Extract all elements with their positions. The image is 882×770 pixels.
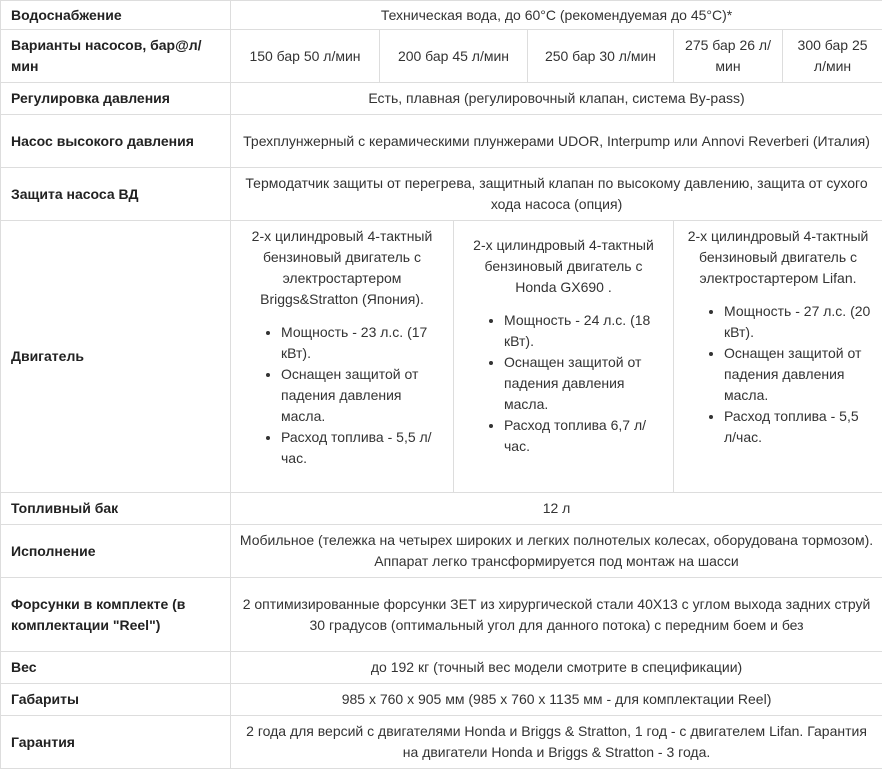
row-label: Варианты насосов, бар@л/мин <box>1 30 231 83</box>
row-nozzles <box>1 578 882 652</box>
row-warranty <box>1 716 882 769</box>
engine-spec: • Оснащен защитой от падения давления масла. <box>724 343 872 406</box>
row-label: Форсунки в комплекте (в комплектации "Reel") <box>1 578 231 652</box>
row-engine <box>1 221 882 493</box>
row-label: Водоснабжение <box>1 1 231 30</box>
pump-option: 250 бар 30 л/мин <box>528 30 674 83</box>
row-label: Исполнение <box>1 525 231 578</box>
row-label: Защита насоса ВД <box>1 168 231 221</box>
engine-option-briggs <box>231 221 454 493</box>
pump-option: 300 бар 25 л/мин <box>783 30 882 83</box>
engine-spec: • Мощность - 23 л.с. (17 кВт). <box>281 322 443 364</box>
row-hp-pump <box>1 115 882 168</box>
engine-spec: • Оснащен защитой от падения давления масла. <box>281 364 443 427</box>
pump-option: 150 бар 50 л/мин <box>231 30 380 83</box>
row-value: 12 л <box>231 493 882 525</box>
row-label: Двигатель <box>1 221 231 493</box>
row-pressure <box>1 83 882 115</box>
row-value: до 192 кг (точный вес модели смотрите в спецификации) <box>231 652 882 684</box>
engine-title: 2-х цилиндровый 4-тактный бензиновый двигатель с электростартером Lifan. <box>687 228 869 286</box>
engine-spec: • Мощность - 27 л.с. (20 кВт). <box>724 301 872 343</box>
row-label: Насос высокого давления <box>1 115 231 168</box>
row-label: Гарантия <box>1 716 231 769</box>
row-value: Мобильное (тележка на четырех широких и легких полнотелых колесах, оборудована тормозом). Аппарат легко трансформируется под монтаж на шасси <box>231 525 882 578</box>
row-value: 2 года для версий с двигателями Honda и Briggs & Stratton, 1 год - с двигателем Lifan. Гарантия на двигатели Honda и Briggs & Stratton - 3 года. <box>231 716 882 769</box>
engine-option-lifan <box>674 221 882 493</box>
engine-spec: • Расход топлива - 5,5 л/час. <box>724 406 872 448</box>
row-value: Трехплунжерный с керамическими плунжерами UDOR, Interpump или Annovi Reverberi (Италия) <box>231 115 882 168</box>
row-label: Регулировка давления <box>1 83 231 115</box>
row-tank <box>1 493 882 525</box>
row-label: Габариты <box>1 684 231 716</box>
row-protection <box>1 168 882 221</box>
row-label: Вес <box>1 652 231 684</box>
engine-specs-list <box>684 301 872 448</box>
engine-spec: • Расход топлива - 5,5 л/час. <box>281 427 443 469</box>
engine-spec: • Оснащен защитой от падения давления масла. <box>504 352 663 415</box>
row-pumps <box>1 30 882 83</box>
row-value: Термодатчик защиты от перегрева, защитный клапан по высокому давлению, защита от сухого хода насоса (опция) <box>231 168 882 221</box>
engine-specs-list <box>464 310 663 457</box>
row-value: 2 оптимизированные форсунки ЗЕТ из хирургической стали 40Х13 с углом выхода задних струй 30 градусов (оптимальный угол для данного потока) с передним боем и без <box>231 578 882 652</box>
row-dimensions <box>1 684 882 716</box>
pump-option: 200 бар 45 л/мин <box>380 30 528 83</box>
row-value: Есть, плавная (регулировочный клапан, система By-pass) <box>231 83 882 115</box>
engine-spec: • Мощность - 24 л.с. (18 кВт). <box>504 310 663 352</box>
row-label: Топливный бак <box>1 493 231 525</box>
row-value: Техническая вода, до 60°С (рекомендуемая до 45°С)* <box>231 1 882 30</box>
row-design <box>1 525 882 578</box>
row-weight <box>1 652 882 684</box>
row-water <box>1 1 882 30</box>
pump-option: 275 бар 26 л/мин <box>674 30 783 83</box>
engine-title: 2-х цилиндровый 4-тактный бензиновый двигатель с электростартером Briggs&Stratton (Япония). <box>251 228 433 307</box>
engine-title: 2-х цилиндровый 4-тактный бензиновый двигатель с Honda GX690 . <box>473 237 654 295</box>
engine-option-honda <box>454 221 674 493</box>
engine-specs-list <box>241 322 443 469</box>
row-value: 985 х 760 х 905 мм (985 х 760 х 1135 мм - для комплектации Reel) <box>231 684 882 716</box>
engine-spec: • Расход топлива 6,7 л/час. <box>504 415 663 457</box>
